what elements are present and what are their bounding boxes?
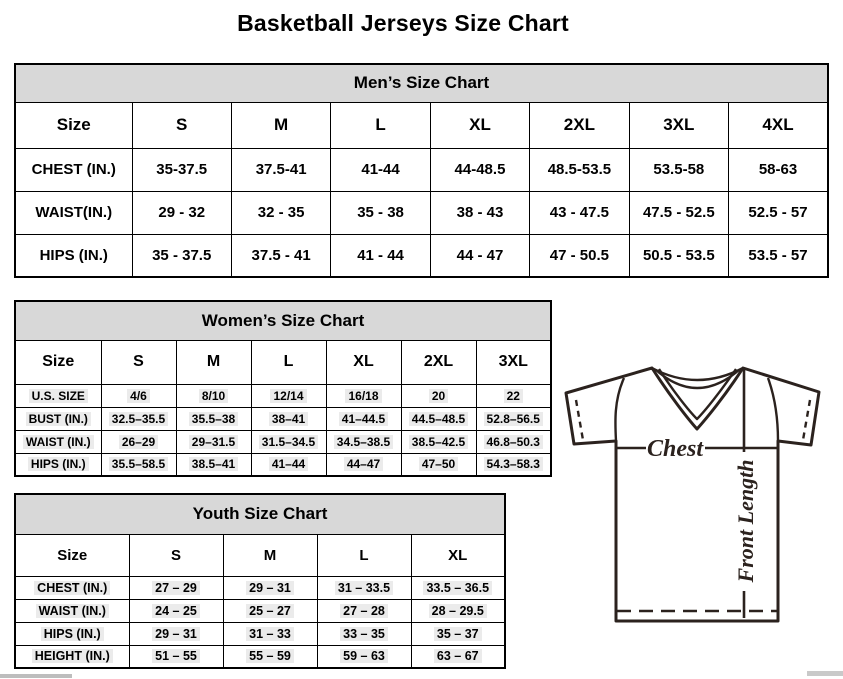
size-column-header (476, 340, 551, 384)
womens-table-title (15, 301, 551, 340)
youth-table-title (15, 494, 505, 534)
value-cell (223, 599, 317, 622)
table-row (15, 430, 551, 453)
value-cell (223, 576, 317, 599)
size-column-label: S (176, 115, 188, 134)
row-label: U.S. SIZE (29, 389, 88, 403)
row-label-cell (15, 645, 129, 668)
table-row (15, 301, 551, 340)
value-cell (629, 191, 728, 234)
cell-value: 38.5–41 (189, 457, 238, 471)
sleeve-dash-left (576, 400, 583, 440)
cell-value: 47–50 (419, 457, 458, 471)
cell-value: 46.8–50.3 (484, 435, 543, 449)
table-row (15, 407, 551, 430)
row-label: WAIST (IN.) (36, 604, 109, 618)
value-cell (251, 407, 326, 430)
value-cell (251, 453, 326, 476)
size-column-header (411, 534, 505, 576)
cell-value: 34.5–38.5 (334, 435, 393, 449)
row-label: HIPS (IN.) (41, 627, 104, 641)
cell-value: 33.5 – 36.5 (423, 581, 492, 595)
value-cell (231, 191, 330, 234)
size-column-header (101, 340, 176, 384)
size-header-cell (15, 340, 101, 384)
cell-value: 24 – 25 (152, 604, 200, 618)
value-cell (317, 645, 411, 668)
size-column-header (223, 534, 317, 576)
cell-value: 38.5–42.5 (409, 435, 468, 449)
size-column-label: XL (469, 115, 491, 134)
womens-size-table (14, 300, 552, 477)
value-cell (129, 599, 223, 622)
horizontal-scrollbar-left[interactable] (0, 674, 72, 678)
table-row (15, 622, 505, 645)
value-cell (251, 430, 326, 453)
row-label: HIPS (IN.) (28, 457, 89, 471)
cell-value: 53.5 - 57 (748, 246, 808, 264)
value-cell (251, 384, 326, 407)
cell-value: 44–47 (344, 457, 383, 471)
jersey-outline (566, 368, 819, 621)
cell-value: 27 – 29 (152, 581, 200, 595)
size-column-header (326, 340, 401, 384)
table-row (15, 148, 828, 191)
value-cell (411, 622, 505, 645)
value-cell (129, 622, 223, 645)
cell-value: 47.5 - 52.5 (642, 204, 715, 221)
mens-table-title-text: Men’s Size Chart (353, 73, 490, 93)
value-cell (176, 384, 251, 407)
size-column-header (629, 102, 728, 148)
row-label-cell (15, 191, 132, 234)
cell-value: 25 – 27 (246, 604, 294, 618)
cell-value: 29 – 31 (152, 627, 200, 641)
cell-value: 48.5-53.5 (547, 161, 612, 178)
cell-value: 29 - 32 (158, 204, 206, 221)
size-column-header (132, 102, 231, 148)
cell-value: 55 – 59 (246, 649, 294, 663)
table-row (15, 64, 828, 102)
size-header-cell (15, 534, 129, 576)
value-cell (476, 430, 551, 453)
value-cell (411, 645, 505, 668)
size-column-label: L (283, 353, 294, 370)
cell-value: 43 - 47.5 (549, 204, 609, 221)
value-cell (132, 191, 231, 234)
cell-value: 12/14 (270, 389, 306, 403)
value-cell (530, 234, 629, 277)
value-cell (223, 622, 317, 645)
youth-table-title-text: Youth Size Chart (192, 504, 328, 524)
size-column-header (530, 102, 629, 148)
size-column-label: 4XL (762, 115, 794, 134)
value-cell (411, 576, 505, 599)
value-cell (326, 453, 401, 476)
cell-value: 31.5–34.5 (259, 435, 318, 449)
value-cell (317, 576, 411, 599)
value-cell (401, 453, 476, 476)
armhole-seam-right (768, 378, 778, 441)
chest-label: Chest (646, 436, 704, 462)
cell-value: 52.5 - 57 (748, 204, 808, 221)
row-label: BUST (IN.) (26, 412, 91, 426)
mens-size-table (14, 63, 829, 278)
size-column-header (401, 340, 476, 384)
size-column-label: L (375, 115, 386, 134)
table-row (15, 234, 828, 277)
cell-value: 35 - 37.5 (152, 246, 212, 264)
value-cell (223, 645, 317, 668)
armhole-seam-left (615, 378, 624, 441)
value-cell (629, 234, 728, 277)
table-row (15, 384, 551, 407)
value-cell (176, 407, 251, 430)
value-cell (331, 191, 430, 234)
value-cell (476, 407, 551, 430)
cell-value: 33 – 35 (340, 627, 388, 641)
front-length-label: Front Length (733, 459, 758, 583)
cell-value: 59 – 63 (340, 649, 388, 663)
value-cell (101, 384, 176, 407)
row-label-cell (15, 407, 101, 430)
cell-value: 44.5–48.5 (409, 412, 468, 426)
value-cell (401, 407, 476, 430)
cell-value: 53.5-58 (653, 161, 705, 178)
value-cell (101, 430, 176, 453)
cell-value: 35.5–38 (189, 412, 238, 426)
youth-size-table (14, 493, 506, 669)
table-row (15, 599, 505, 622)
row-label-cell (15, 576, 129, 599)
cell-value: 32.5–35.5 (109, 412, 168, 426)
size-column-header (231, 102, 330, 148)
value-cell (430, 148, 529, 191)
value-cell (401, 430, 476, 453)
size-column-label: XL (353, 353, 374, 370)
horizontal-scrollbar-right[interactable] (807, 671, 843, 676)
size-header-cell (15, 102, 132, 148)
value-cell (176, 430, 251, 453)
value-cell (530, 148, 629, 191)
value-cell (476, 453, 551, 476)
sleeve-dash-right (803, 400, 810, 440)
size-column-label: 3XL (498, 353, 528, 370)
value-cell (430, 234, 529, 277)
size-column-label: S (133, 353, 144, 370)
cell-value: 35 - 38 (357, 204, 404, 221)
cell-value: 35 – 37 (434, 627, 482, 641)
size-header-label: Size (42, 353, 75, 370)
mens-table-title (15, 64, 828, 102)
size-column-header (176, 340, 251, 384)
size-column-label: 2XL (563, 115, 595, 134)
size-column-header (317, 534, 411, 576)
cell-value: 37.5 - 41 (251, 246, 311, 264)
value-cell (231, 234, 330, 277)
cell-value: 31 – 33.5 (335, 581, 393, 595)
cell-value: 52.8–56.5 (484, 412, 543, 426)
cell-value: 51 – 55 (152, 649, 200, 663)
table-row (15, 534, 505, 576)
cell-value: 22 (504, 389, 523, 403)
value-cell (729, 148, 828, 191)
cell-value: 26–29 (119, 435, 158, 449)
cell-value: 41-44 (361, 161, 400, 178)
cell-value: 38 - 43 (456, 204, 504, 221)
cell-value: 58-63 (758, 161, 798, 178)
table-row (15, 576, 505, 599)
row-label-cell (15, 234, 132, 277)
size-column-header (729, 102, 828, 148)
cell-value: 41–44.5 (339, 412, 388, 426)
cell-value: 29 – 31 (246, 581, 294, 595)
cell-value: 20 (429, 389, 448, 403)
value-cell (331, 234, 430, 277)
size-column-header (331, 102, 430, 148)
row-label: CHEST (IN.) (34, 581, 110, 595)
row-label: WAIST(IN.) (35, 204, 113, 221)
table-row (15, 453, 551, 476)
cell-value: 44 - 47 (456, 246, 504, 264)
size-column-label: XL (448, 546, 468, 564)
row-label: WAIST (IN.) (23, 435, 94, 449)
table-row (15, 340, 551, 384)
cell-value: 32 - 35 (257, 204, 305, 221)
row-label: CHEST (IN.) (31, 161, 116, 178)
size-column-label: M (263, 546, 277, 564)
value-cell (629, 148, 728, 191)
size-column-header (251, 340, 326, 384)
value-cell (317, 599, 411, 622)
cell-value: 37.5-41 (255, 161, 307, 178)
value-cell (129, 576, 223, 599)
value-cell (729, 234, 828, 277)
row-label-cell (15, 148, 132, 191)
cell-value: 38–41 (269, 412, 308, 426)
value-cell (132, 148, 231, 191)
cell-value: 29–31.5 (189, 435, 238, 449)
table-row (15, 102, 828, 148)
value-cell (729, 191, 828, 234)
cell-value: 63 – 67 (434, 649, 482, 663)
cell-value: 27 – 28 (340, 604, 388, 618)
row-label-cell (15, 453, 101, 476)
value-cell (411, 599, 505, 622)
cell-value: 8/10 (199, 389, 228, 403)
size-column-label: 2XL (423, 353, 454, 370)
table-row (15, 191, 828, 234)
cell-value: 35.5–58.5 (109, 457, 168, 471)
cell-value: 47 - 50.5 (549, 246, 609, 264)
size-column-label: L (359, 546, 369, 564)
value-cell (530, 191, 629, 234)
womens-table-title-text: Women’s Size Chart (201, 310, 365, 330)
row-label-cell (15, 622, 129, 645)
cell-value: 44-48.5 (454, 161, 506, 178)
value-cell (331, 148, 430, 191)
table-row (15, 645, 505, 668)
size-column-header (129, 534, 223, 576)
cell-value: 41–44 (269, 457, 308, 471)
value-cell (101, 453, 176, 476)
row-label: HEIGHT (IN.) (32, 649, 113, 663)
size-header-label: Size (56, 115, 91, 134)
size-column-label: 3XL (663, 115, 695, 134)
value-cell (326, 430, 401, 453)
value-cell (430, 191, 529, 234)
value-cell (317, 622, 411, 645)
cell-value: 50.5 - 53.5 (642, 246, 715, 264)
row-label-cell (15, 599, 129, 622)
cell-value: 28 – 29.5 (429, 604, 487, 618)
value-cell (401, 384, 476, 407)
value-cell (132, 234, 231, 277)
page-title: Basketball Jerseys Size Chart (237, 10, 569, 36)
size-column-label: M (206, 353, 221, 370)
size-column-label: M (274, 115, 289, 134)
cell-value: 35-37.5 (156, 161, 208, 178)
size-column-header (430, 102, 529, 148)
value-cell (476, 384, 551, 407)
row-label-cell (15, 384, 101, 407)
cell-value: 31 – 33 (246, 627, 294, 641)
cell-value: 41 - 44 (357, 246, 404, 264)
size-column-label: S (170, 546, 181, 564)
value-cell (326, 407, 401, 430)
row-label: HIPS (IN.) (39, 246, 108, 264)
value-cell (326, 384, 401, 407)
cell-value: 54.3–58.3 (484, 457, 543, 471)
jersey-diagram (553, 353, 843, 631)
value-cell (176, 453, 251, 476)
table-row (15, 494, 505, 534)
size-header-label: Size (57, 546, 88, 564)
value-cell (231, 148, 330, 191)
cell-value: 4/6 (127, 389, 150, 403)
value-cell (129, 645, 223, 668)
row-label-cell (15, 430, 101, 453)
value-cell (101, 407, 176, 430)
cell-value: 16/18 (345, 389, 381, 403)
